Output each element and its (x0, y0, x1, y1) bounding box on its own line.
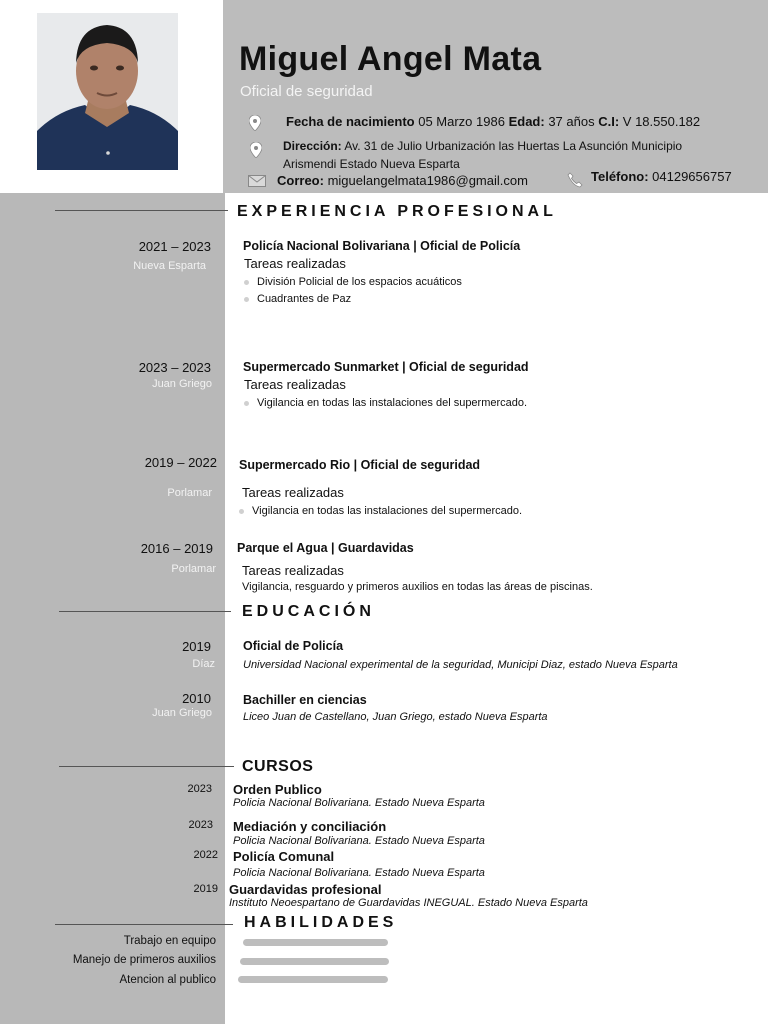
experience-1-bullet-2: Cuadrantes de Paz (244, 293, 351, 305)
experience-2-role: Supermercado Sunmarket | Oficial de seguridad (243, 360, 529, 374)
education-1-degree: Oficial de Policía (243, 639, 344, 653)
education-2-year: 2010 (182, 691, 211, 706)
course-2-org: Policia Nacional Bolivariana. Estado Nueva Esparta (233, 835, 485, 847)
candidate-title: Oficial de seguridad (240, 83, 373, 100)
course-3-year: 2022 (193, 849, 218, 861)
sidebar-background (0, 193, 225, 1024)
profile-photo (37, 13, 178, 170)
experience-1-subtitle: Tareas realizadas (244, 256, 346, 271)
course-2-year: 2023 (188, 819, 213, 831)
address-line-1: Dirección: Av. 31 de Julio Urbanización las Huertas La Asunción Municipio (283, 139, 683, 153)
experience-4-subtitle: Tareas realizadas (242, 563, 344, 578)
skill-2-name: Manejo de primeros auxilios (72, 954, 216, 966)
experience-2-subtitle: Tareas realizadas (244, 377, 346, 392)
course-2-name: Mediación y conciliación (233, 819, 387, 834)
course-1-name: Orden Publico (233, 782, 322, 797)
experience-1-place: Nueva Esparta (133, 260, 206, 272)
experience-divider (55, 210, 228, 211)
address-pin-icon (250, 142, 262, 158)
education-1-year: 2019 (182, 639, 211, 654)
experience-3-role: Supermercado Rio | Oficial de seguridad (239, 458, 481, 472)
course-1-year: 2023 (187, 783, 212, 795)
location-pin-icon (249, 115, 261, 131)
skills-title: HABILIDADES (244, 914, 398, 931)
education-divider (59, 611, 231, 612)
experience-4-role: Parque el Agua | Guardavidas (237, 541, 414, 555)
education-1-school: Universidad Nacional experimental de la seguridad, Municipi Diaz, estado Nueva Esparta (243, 659, 678, 671)
skill-1-name: Trabajo en equipo (123, 935, 216, 947)
experience-1-role: Policía Nacional Bolivariana | Oficial de Policía (243, 239, 521, 253)
course-3-name: Policía Comunal (233, 849, 335, 864)
course-4-org: Instituto Neoespartano de Guardavidas INEGUAL. Estado Nueva Esparta (229, 897, 588, 909)
skill-3-name: Atencion al publico (119, 974, 216, 986)
experience-3-bullet-1: Vigilancia en todas las instalaciones del supermercado. (239, 505, 522, 517)
education-2-place: Juan Griego (152, 707, 212, 719)
experience-2-bullet-1: Vigilancia en todas las instalaciones del supermercado. (244, 397, 527, 409)
candidate-name: Miguel Angel Mata (239, 40, 542, 78)
experience-4-dates: 2016 – 2019 (140, 541, 213, 556)
experience-2-place: Juan Griego (152, 378, 212, 390)
skill-2-bar (240, 958, 389, 965)
courses-divider (59, 766, 234, 767)
birth-info: Fecha de nacimiento 05 Marzo 1986 Edad: 37 años C.I: V 18.550.182 (286, 114, 701, 129)
education-title: EDUCACIÓN (242, 603, 375, 620)
skill-1-bar (243, 939, 388, 946)
experience-3-subtitle: Tareas realizadas (242, 485, 344, 500)
experience-3-dates: 2019 – 2022 (144, 455, 217, 470)
course-1-org: Policia Nacional Bolivariana. Estado Nueva Esparta (233, 797, 485, 809)
experience-3-place: Porlamar (167, 487, 212, 499)
experience-2-dates: 2023 – 2023 (138, 360, 211, 375)
envelope-icon (248, 175, 266, 187)
course-3-org: Policia Nacional Bolivariana. Estado Nueva Esparta (233, 867, 485, 879)
skills-divider (55, 924, 233, 925)
education-1-place: Díaz (192, 658, 215, 670)
experience-1-dates: 2021 – 2023 (138, 239, 211, 254)
experience-title: EXPERIENCIA PROFESIONAL (237, 203, 557, 220)
address-line-2: Arismendi Estado Nueva Esparta (283, 157, 460, 171)
education-2-school: Liceo Juan de Castellano, Juan Griego, estado Nueva Esparta (243, 711, 548, 723)
experience-4-place: Porlamar (171, 563, 216, 575)
skill-3-bar (238, 976, 388, 983)
email-info[interactable]: Correo: miguelangelmata1986@gmail.com (277, 173, 528, 188)
phone-info[interactable]: Teléfono: 04129656757 (591, 169, 732, 184)
course-4-name: Guardavidas profesional (229, 882, 382, 897)
experience-1-bullet-1: División Policial de los espacios acuáticos (244, 276, 462, 288)
courses-title: CURSOS (242, 758, 314, 775)
phone-icon (567, 172, 583, 188)
education-2-degree: Bachiller en ciencias (243, 693, 367, 707)
experience-4-text: Vigilancia, resguardo y primeros auxilios en todas las áreas de piscinas. (242, 581, 593, 593)
course-4-year: 2019 (193, 883, 218, 895)
